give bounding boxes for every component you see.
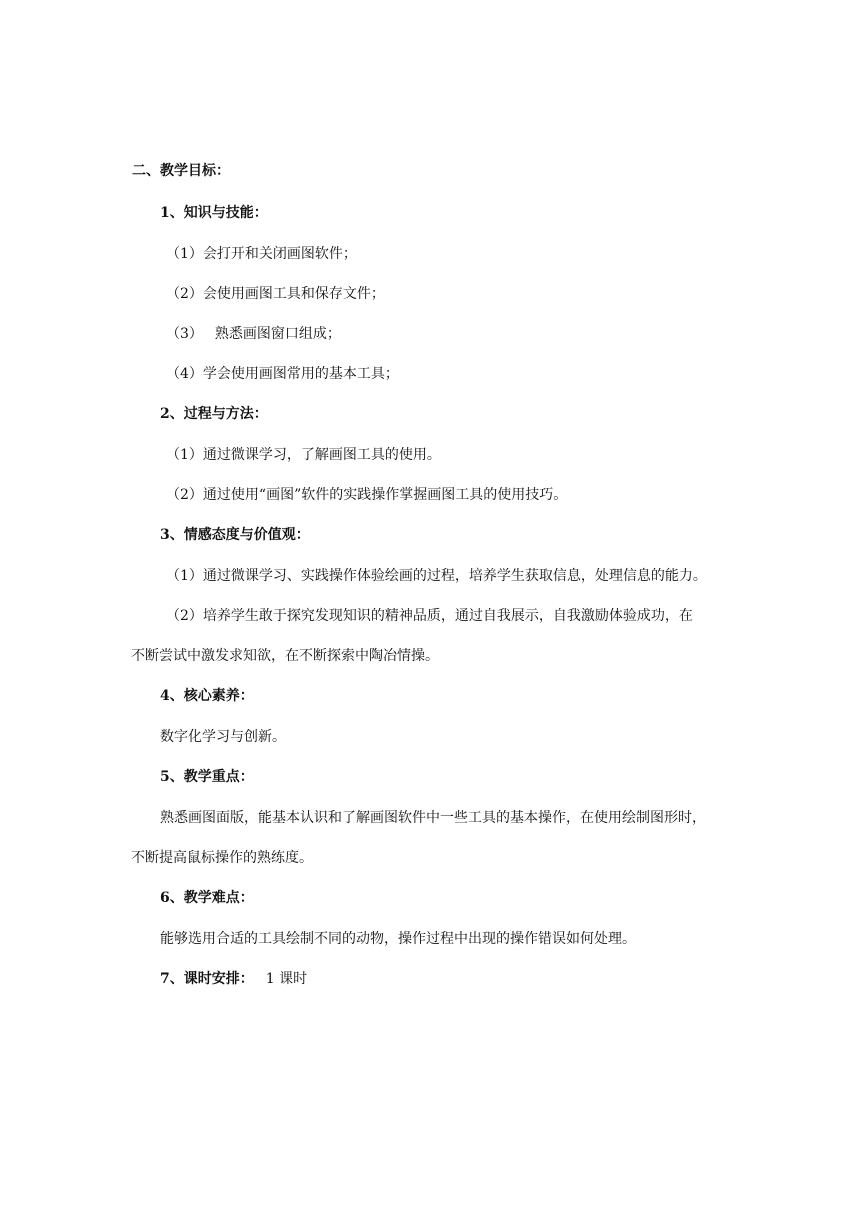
knowledge-item-4: （4）学会使用画图常用的基本工具； <box>166 366 399 382</box>
core-literacy-heading: 4、核心素养： <box>160 688 254 704</box>
key-points-heading: 5、教学重点： <box>160 769 254 785</box>
knowledge-item-3 <box>166 324 341 344</box>
key-points-text-continued: 不断提高鼠标操作的熟练度。 <box>131 850 313 866</box>
process-item-2: （2）通过使用“画图”软件的实践操作掌握画图工具的使用技巧。 <box>166 487 568 503</box>
knowledge-skills-heading: 1、知识与技能： <box>160 205 268 221</box>
key-points-text: 熟悉画图面版，能基本认识和了解画图软件中一些工具的基本操作，在使用绘制图形时， <box>160 810 706 826</box>
core-literacy-text: 数字化学习与创新。 <box>160 729 286 745</box>
emotion-item-2: （2）培养学生敢于探究发现知识的精神品质，通过自我展示，自我激励体验成功，在 <box>166 608 693 624</box>
knowledge-item-3-number: （3） <box>166 326 203 342</box>
knowledge-item-2: （2）会使用画图工具和保存文件； <box>166 286 385 302</box>
emotion-values-heading: 3、情感态度与价值观： <box>160 527 310 543</box>
difficulties-text: 能够选用合适的工具绘制不同的动物，操作过程中出现的操作错误如何处理。 <box>160 931 636 947</box>
section-title: 二、教学目标： <box>132 163 230 179</box>
knowledge-item-1: （1）会打开和关闭画图软件； <box>166 246 357 262</box>
schedule-value: 1 课时 <box>265 971 308 987</box>
process-item-1: （1）通过微课学习，了解画图工具的使用。 <box>166 447 441 463</box>
difficulties-heading: 6、教学难点： <box>160 890 254 906</box>
schedule-line <box>160 969 307 989</box>
knowledge-item-3-text: 熟悉画图窗口组成； <box>214 326 341 342</box>
emotion-item-1: （1）通过微课学习、实践操作体验绘画的过程，培养学生获取信息，处理信息的能力。 <box>166 568 707 584</box>
process-methods-heading: 2、过程与方法： <box>160 406 268 422</box>
emotion-item-2-continued: 不断尝试中激发求知欲，在不断探索中陶冶情操。 <box>131 648 439 664</box>
schedule-heading: 7、课时安排： <box>160 971 254 987</box>
